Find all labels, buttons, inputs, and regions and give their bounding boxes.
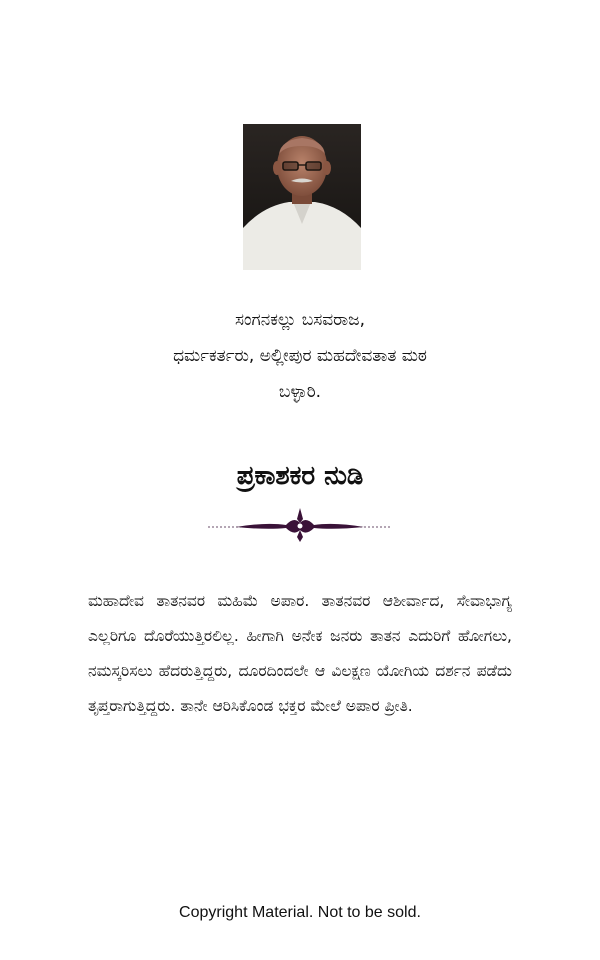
author-name: ಸಂಗನಕಲ್ಲು ಬಸವರಾಜ, xyxy=(235,310,365,330)
ornament-divider xyxy=(206,506,394,544)
author-title: ಧರ್ಮಕರ್ತರು, ಅಲ್ಲೀಪುರ ಮಹದೇವತಾತ ಮಠ xyxy=(173,346,427,366)
copyright-notice: Copyright Material. Not to be sold. xyxy=(179,904,421,921)
preface-paragraph: ಮಹಾದೇವ ತಾತನವರ ಮಹಿಮೆ ಅಪಾರ. ತಾತನವರ ಆಶೀರ್ವಾದ, ಸೇವಾಭಾಗ್ಯ ಎಲ್ಲರಿಗೂ ದೊರೆಯುತ್ತಿರಲಿಲ್ಲ. ಹೀಗಾಗಿ ಅನೇಕ ಜನರು ತಾತನ ಎದುರಿಗೆ ಹೋಗಲು, ನಮಸ್ಕರಿಸಲು ಹೆದರುತ್ತಿದ್ದರು, ದೂರದಿಂದಲೇ ಆ ವಿಲಕ್ಷಣ ಯೋಗಿಯ ದರ್ಶನ ಪಡೆದು ತೃಪ್ತರಾಗುತ್ತಿದ್ದರು. ತಾನೇ ಆರಿಸಿಕೊಂಡ ಭಕ್ತರ ಮೇಲೆ ಅಪಾರ ಪ್ರೀತಿ. xyxy=(88,592,512,715)
author-photo xyxy=(243,124,361,270)
author-byline xyxy=(0,302,600,410)
page-title: ಪ್ರಕಾಶಕರ ನುಡಿ xyxy=(236,461,364,491)
author-place: ಬಳ್ಳಾರಿ. xyxy=(278,382,322,402)
